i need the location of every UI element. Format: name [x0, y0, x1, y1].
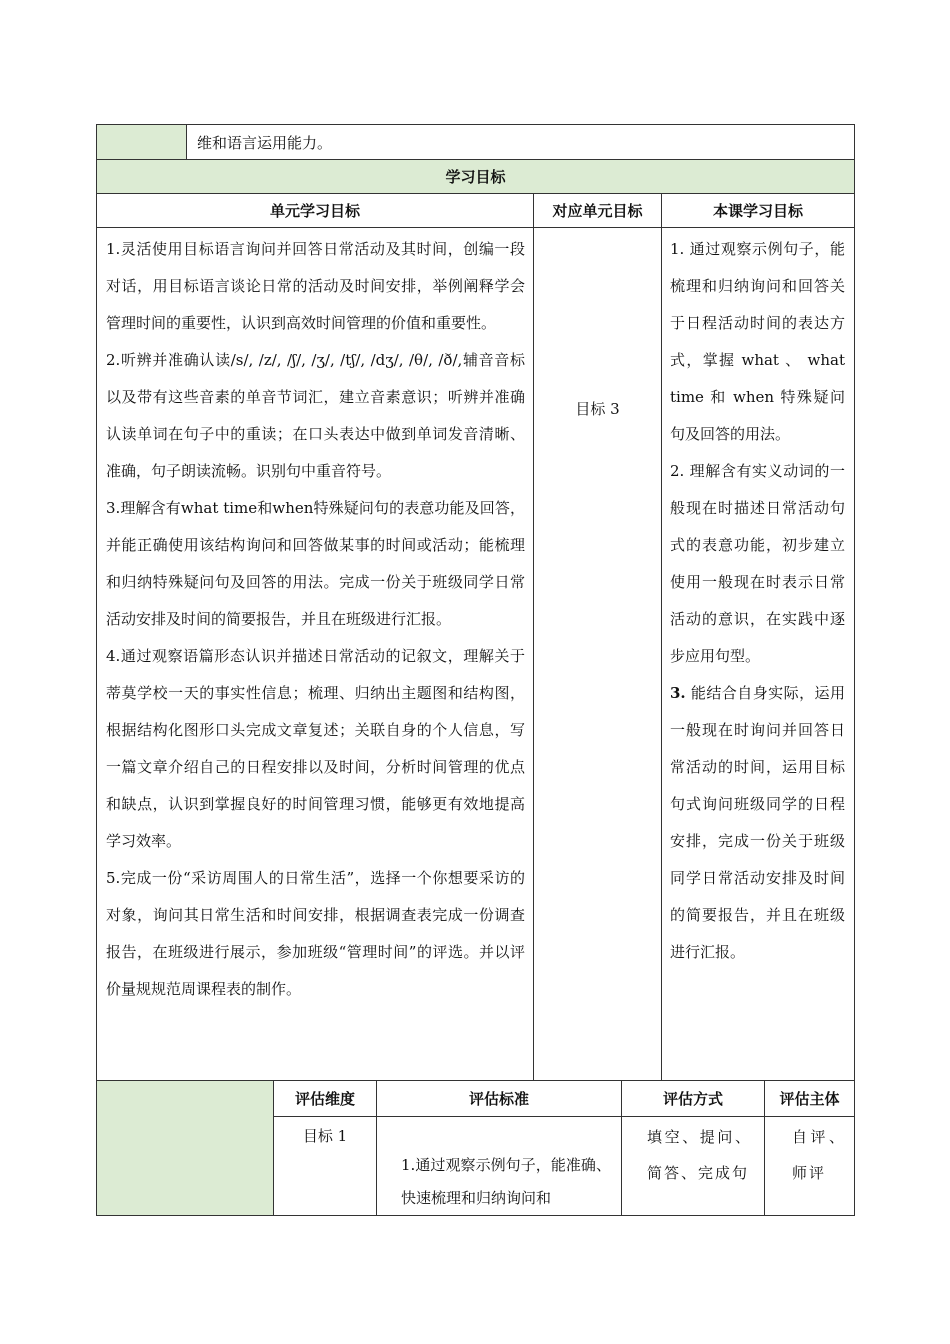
header-subject: 评估主体	[765, 1081, 855, 1117]
lesson-goal-item	[670, 453, 845, 675]
corresponding-goal: 目标 3	[575, 400, 620, 418]
unit-goal-item: 4.通过观察语篇形态认识并描述日常活动的记叙文，理解关于蒂莫学校一天的事实性信息；梳理、归纳出主题图和结构图，根据结构化图形口头完成文章复述；关联自身的个人信息，写一篇文章介绍自己的日程安排以及时间，分析时间管理的优点和缺点，认识到掌握良好的时间管理习惯，能够更有效地提高学习效率。	[106, 647, 525, 850]
unit-goal-item: 2.听辨并准确认读/s/, /z/, /ʃ/, /ʒ/, /tʃ/, /dʒ/, /θ/, /ð/,辅音音标以及带有这些音素的单音节词汇，建立音素意识；听辨并准确认读单词在句子中的重读；在口头表达中做到单词发音清晰、准确，句子朗读流畅。识别句中重音符号。	[106, 351, 525, 480]
header-corresponding: 对应单元目标	[534, 194, 662, 228]
assessment-standard: 1.通过观察示例句子，能准确、快速梳理和归纳询问和	[401, 1156, 611, 1207]
top-left-empty-cell	[97, 125, 187, 160]
assessment-method: 填空、提问、简答、完成句	[647, 1128, 752, 1182]
assessment-side-cell	[97, 1081, 274, 1216]
assessment-dimension-cell	[274, 1117, 377, 1216]
assessment-subject-cell	[765, 1117, 855, 1216]
header-dimension: 评估维度	[274, 1081, 377, 1117]
lesson-goal-number: 1.	[670, 240, 685, 258]
continuation-text: 维和语言运用能力。	[197, 133, 333, 152]
assessment-dimension: 目标 1	[302, 1127, 348, 1145]
lesson-goal-item	[670, 675, 845, 971]
unit-goal-item: 3.理解含有what time和when特殊疑问句的表意功能及回答，并能正确使用该结构询问和回答做某事的时间或活动；能梳理和归纳特殊疑问句及回答的用法。完成一份关于班级同学日常活动安排及时间的简要报告，并且在班级进行汇报。	[106, 499, 525, 628]
top-continuation-cell	[187, 125, 855, 160]
lesson-goals-cell	[662, 228, 855, 1081]
lesson-goal-text: 能结合自身实际，运用一般现在时询问并回答日常活动的时间，运用目标句式询问班级同学的日程安排，完成一份关于班级同学日常活动安排及时间的简要报告，并且在班级进行汇报。	[670, 684, 845, 961]
unit-goals-cell	[97, 228, 534, 1081]
assessment-subject: 自评、师评	[792, 1128, 846, 1182]
lesson-goals-list	[662, 228, 854, 971]
unit-goal-item: 5.完成一份“采访周围人的日常生活”，选择一个你想要采访的对象，询问其日常生活和时间安排，根据调查表完成一份调查报告，在班级进行展示，参加班级“管理时间”的评选。并以评价量规规范周课程表的制作。	[106, 869, 525, 998]
unit-goals-list	[97, 228, 533, 1008]
header-lesson-goals: 本课学习目标	[662, 194, 855, 228]
header-method: 评估方式	[622, 1081, 765, 1117]
lesson-goal-text: 通过观察示例句子，能梳理和归纳询问和回答关于日程活动时间的表达方式，掌握 what 、 what time 和 when 特殊疑问句及回答的用法。	[670, 240, 845, 443]
section-title: 学习目标	[97, 160, 855, 194]
assessment-method-cell	[622, 1117, 765, 1216]
unit-goal-item: 1.灵活使用目标语言询问并回答日常活动及其时间，创编一段对话，用目标语言谈论日常的活动及时间安排，举例阐释学会管理时间的重要性，认识到高效时间管理的价值和重要性。	[106, 240, 525, 332]
lesson-goal-number: 3.	[670, 684, 686, 702]
learning-goals-table	[96, 124, 855, 1081]
header-unit-goals: 单元学习目标	[97, 194, 534, 228]
lesson-goal-item	[670, 231, 845, 453]
lesson-goal-number: 2.	[670, 462, 685, 480]
assessment-standard-cell	[377, 1117, 622, 1216]
assessment-table	[96, 1080, 855, 1216]
header-standard: 评估标准	[377, 1081, 622, 1117]
corresponding-goal-cell	[534, 228, 662, 1081]
lesson-goal-text: 理解含有实义动词的一般现在时描述日常活动句式的表意功能，初步建立使用一般现在时表示日常活动的意识，在实践中逐步应用句型。	[670, 462, 845, 665]
